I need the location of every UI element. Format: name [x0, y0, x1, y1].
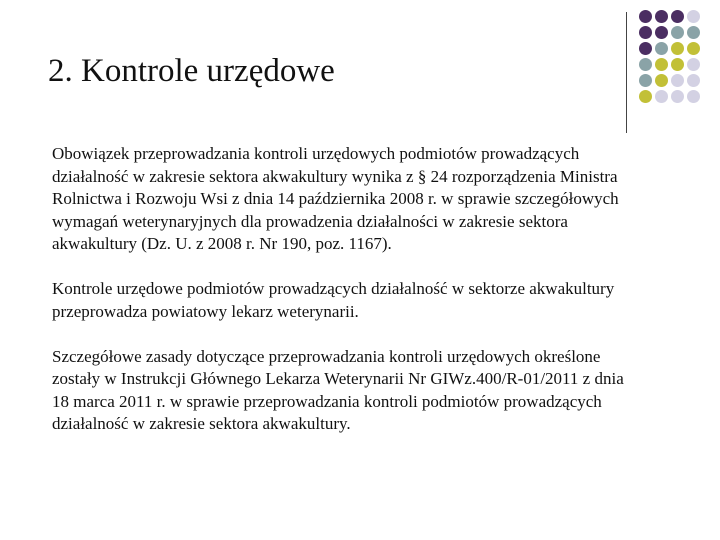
- decorative-dot: [671, 90, 684, 103]
- paragraph-inspector: Kontrole urzędowe podmiotów prowadzących działalność w sektorze akwakultury przeprowadza powiatowy lekarz weterynarii.: [52, 279, 615, 321]
- decorative-dot: [655, 10, 668, 23]
- decorative-dot: [639, 74, 652, 87]
- decorative-dot: [687, 42, 700, 55]
- decorative-dot: [687, 58, 700, 71]
- paragraph-instruction: Szczegółowe zasady dotyczące przeprowadzania kontroli urzędowych określone zostały w Instrukcji Głównego Lekarza Weterynarii Nr GIWz.400/R-01/2011 z dnia 18 marca 2011 r. w sprawie przeprowadzania kontroli podmiotów prowadzących działalność w zakresie sektora akwakultury.: [52, 346, 624, 433]
- slide-body: [52, 143, 632, 458]
- decorative-dot-grid: [639, 10, 711, 106]
- decorative-dot: [655, 74, 668, 87]
- decorative-dot: [639, 42, 652, 55]
- paragraph-legal-basis: Obowiązek przeprowadzania kontroli urzędowych podmiotów prowadzących działalność w zakresie sektora akwakultury wynika z § 24 rozporządzenia Ministra Rolnictwa i Rozwoju Wsi z dnia 14 października 2008 r. w sprawie szczegółowych wymagań weterynaryjnych dla prowadzenia działalności w zakresie sektora akwakultury (Dz. U. z 2008 r. Nr 190, poz. 1167).: [52, 144, 619, 253]
- decorative-dot: [687, 90, 700, 103]
- decorative-dot: [671, 42, 684, 55]
- decorative-dot: [639, 26, 652, 39]
- decorative-dot: [671, 74, 684, 87]
- decorative-dot: [655, 58, 668, 71]
- decorative-dot: [655, 26, 668, 39]
- decorative-dot: [687, 26, 700, 39]
- decorative-dot: [671, 58, 684, 71]
- decorative-dot: [687, 74, 700, 87]
- decorative-dot: [639, 58, 652, 71]
- decorative-dot: [655, 42, 668, 55]
- decorative-dot: [687, 10, 700, 23]
- divider-line: [626, 12, 627, 133]
- decorative-dot: [671, 26, 684, 39]
- decorative-dot: [655, 90, 668, 103]
- decorative-dot: [639, 90, 652, 103]
- decorative-dot: [639, 10, 652, 23]
- decorative-dot: [671, 10, 684, 23]
- slide-title: 2. Kontrole urzędowe: [48, 53, 335, 89]
